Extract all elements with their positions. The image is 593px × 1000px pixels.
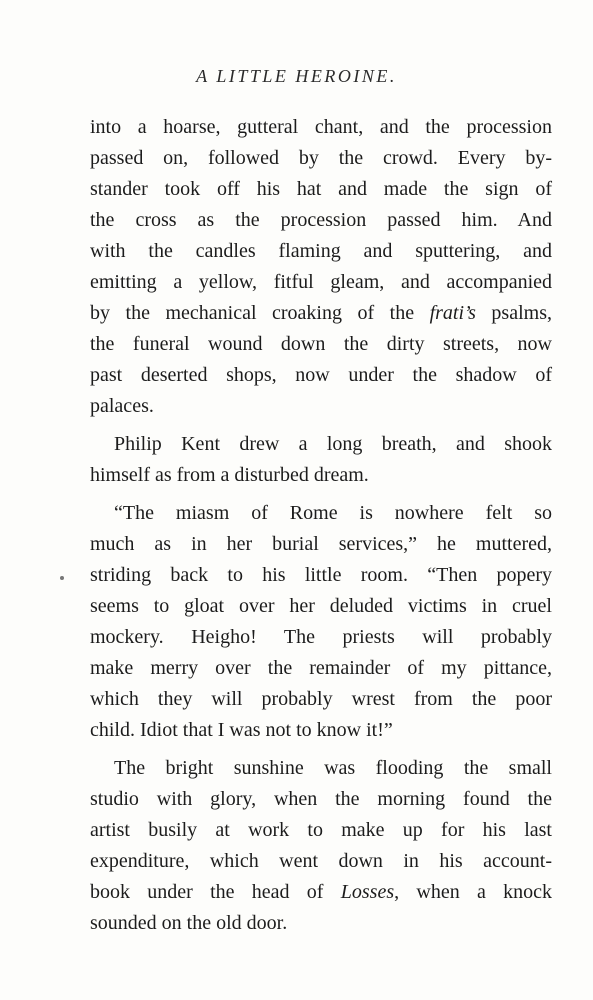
text-segment: , when a knock: [394, 881, 552, 903]
italic-word: Losses: [340, 881, 395, 903]
italic-word: frati’s: [429, 302, 476, 324]
text-line: the funeral wound down the dirty streets, now: [90, 333, 552, 355]
text-line: “The miasm of Rome is nowhere felt so: [114, 502, 552, 524]
text-line: Philip Kent drew a long breath, and shook: [114, 433, 552, 455]
text-line: [90, 298, 552, 329]
text-line: sounded on the old door.: [90, 912, 288, 934]
text-line: [90, 877, 552, 908]
body-text: [90, 112, 552, 939]
text-line: into a hoarse, gutteral chant, and the procession: [90, 116, 552, 138]
text-line: make merry over the remainder of my pittance,: [90, 657, 552, 679]
text-line: himself as from a disturbed dream.: [90, 464, 369, 486]
text-line: which they will probably wrest from the poor: [90, 688, 552, 710]
text-line: mockery. Heigho! The priests will probably: [90, 626, 552, 648]
text-line: The bright sunshine was flooding the small: [114, 757, 552, 779]
text-line: the cross as the procession passed him. And: [90, 209, 552, 231]
text-segment: book under the head of: [90, 881, 341, 903]
text-line: artist busily at work to make up for his last: [90, 819, 552, 841]
text-line: palaces.: [90, 395, 154, 417]
running-head: A LITTLE HEROINE.: [196, 66, 397, 86]
text-line: studio with glory, when the morning found the: [90, 788, 552, 810]
text-line: emitting a yellow, fitful gleam, and accompanied: [90, 271, 552, 293]
text-line: much as in her burial services,” he muttered,: [90, 533, 552, 555]
text-line: striding back to his little room. “Then popery: [90, 564, 552, 586]
text-line: with the candles flaming and sputtering, and: [90, 240, 552, 262]
text-line: past deserted shops, now under the shadow of: [90, 364, 552, 386]
text-segment: by the mechanical croaking of the: [90, 302, 430, 324]
text-line: stander took off his hat and made the sign of: [90, 178, 552, 200]
text-line: expenditure, which went down in his account-: [90, 850, 552, 872]
text-line: passed on, followed by the crowd. Every by-: [90, 147, 552, 169]
text-line: seems to gloat over her deluded victims in cruel: [90, 595, 552, 617]
text-segment: psalms,: [475, 302, 552, 324]
ink-speck: [60, 576, 64, 580]
text-line: child. Idiot that I was not to know it!”: [90, 719, 393, 741]
